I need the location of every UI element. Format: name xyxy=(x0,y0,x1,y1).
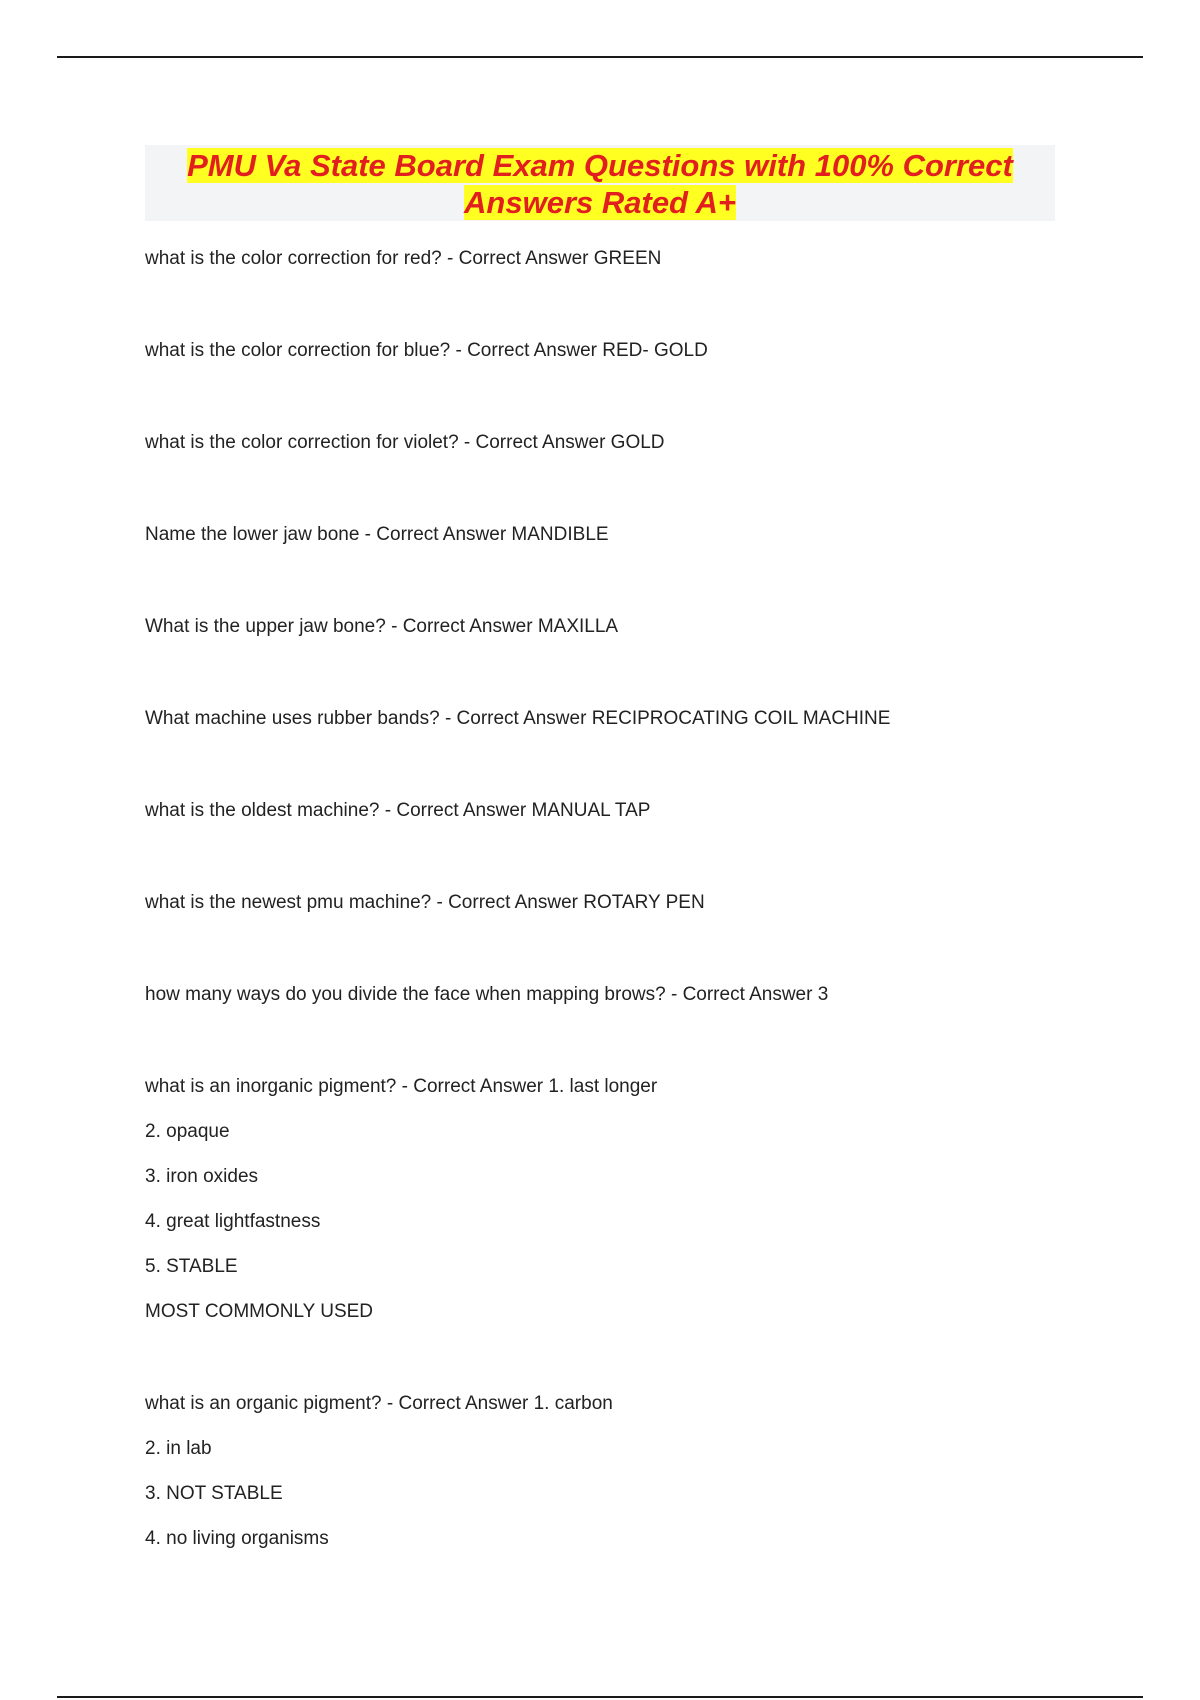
qa-item xyxy=(145,524,1055,546)
qa-item xyxy=(145,340,1055,362)
qa-item xyxy=(145,984,1055,1006)
qa-item-organic-pigment xyxy=(145,1393,1055,1550)
qa-text: What is the upper jaw bone? - Correct Answer MAXILLA xyxy=(145,616,619,637)
qa-item xyxy=(145,892,1055,914)
qa-text: What machine uses rubber bands? - Correct Answer RECIPROCATING COIL MACHINE xyxy=(145,708,891,729)
qa-answer-line: 3. iron oxides xyxy=(145,1166,259,1187)
qa-text: what is the newest pmu machine? - Correct Answer ROTARY PEN xyxy=(145,892,705,913)
qa-answer-line: MOST COMMONLY USED xyxy=(145,1301,374,1322)
qa-text: what is the oldest machine? - Correct Answer MANUAL TAP xyxy=(145,800,651,821)
qa-text: what is the color correction for blue? - Correct Answer RED- GOLD xyxy=(145,340,708,361)
qa-answer-line: 2. in lab xyxy=(145,1438,212,1459)
qa-text: what is the color correction for violet? - Correct Answer GOLD xyxy=(145,432,665,453)
document-title-box xyxy=(145,145,1055,221)
page-top-rule xyxy=(57,56,1143,58)
qa-question: what is an inorganic pigment? - Correct Answer 1. last longer xyxy=(145,1076,658,1097)
qa-item xyxy=(145,432,1055,454)
qa-text: how many ways do you divide the face when mapping brows? - Correct Answer 3 xyxy=(145,984,829,1005)
qa-answer-line: 2. opaque xyxy=(145,1121,230,1142)
qa-text: what is the color correction for red? - Correct Answer GREEN xyxy=(145,248,662,269)
qa-item-inorganic-pigment xyxy=(145,1076,1055,1323)
qa-item xyxy=(145,800,1055,822)
qa-answer-line: 5. STABLE xyxy=(145,1256,238,1277)
document-body xyxy=(145,248,1055,1620)
qa-answer-line: 3. NOT STABLE xyxy=(145,1483,283,1504)
document-title: PMU Va State Board Exam Questions with 100% Correct Answers Rated A+ xyxy=(187,148,1013,220)
qa-item xyxy=(145,248,1055,270)
qa-item xyxy=(145,708,1055,730)
qa-item xyxy=(145,616,1055,638)
qa-answer-line: 4. no living organisms xyxy=(145,1528,329,1549)
qa-question: what is an organic pigment? - Correct Answer 1. carbon xyxy=(145,1393,613,1414)
page-bottom-rule xyxy=(57,1696,1143,1698)
qa-answer-line: 4. great lightfastness xyxy=(145,1211,321,1232)
qa-text: Name the lower jaw bone - Correct Answer MANDIBLE xyxy=(145,524,609,545)
